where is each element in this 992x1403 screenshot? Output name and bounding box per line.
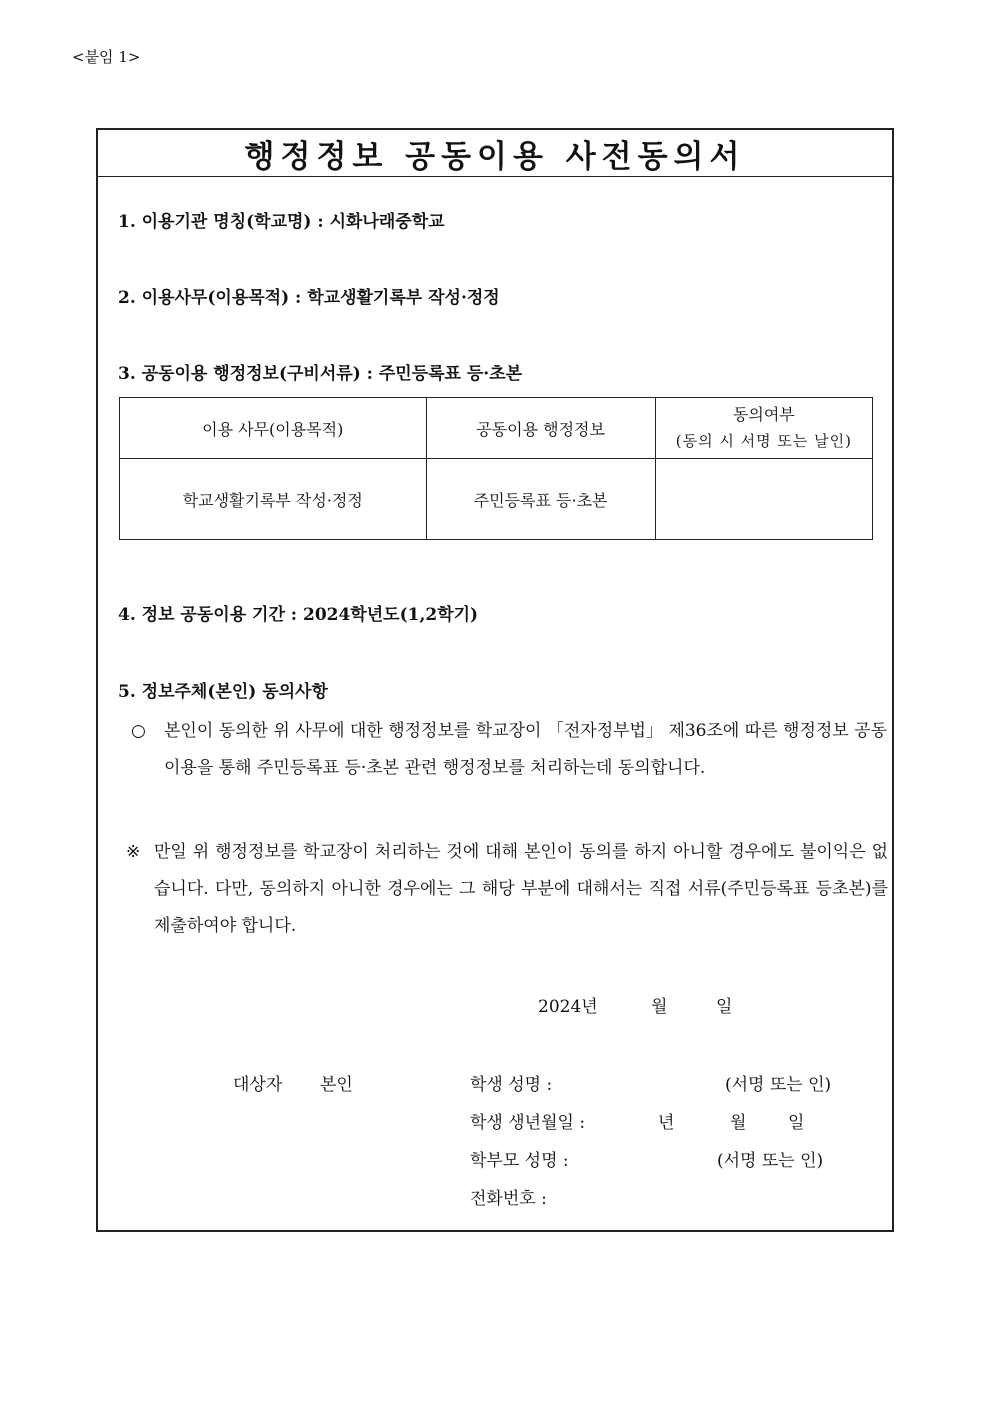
attachment-label: <붙임 1> — [72, 48, 141, 66]
consent-form — [96, 128, 894, 1232]
student-signature-field[interactable]: (서명 또는 인) — [725, 1075, 832, 1095]
cell-consent-signature[interactable] — [655, 459, 872, 540]
date-day: 일 — [716, 997, 733, 1017]
date-month: 월 — [651, 997, 668, 1017]
table-row — [120, 459, 873, 540]
section-period: 4. 정보 공동이용 기간 : 2024학년도(1,2학기) — [118, 605, 479, 625]
consent-paragraph — [131, 713, 887, 787]
birth-day-field[interactable]: 일 — [788, 1113, 805, 1133]
notice-body: 만일 위 행정정보를 학교장이 처리하는 것에 대해 본인이 동의를 하지 아니할 경우에도 불이익은 없습니다. 다만, 동의하지 아니한 경우에는 그 해당 부분에 대해서는 직접 서류(주민등록표 등초본)를 제출하여야 합니다. — [154, 842, 888, 936]
cell-info: 주민등록표 등·초본 — [426, 459, 655, 540]
student-name-label: 학생 성명 : — [470, 1075, 553, 1095]
form-title: 행정정보 공동이용 사전동의서 — [98, 130, 892, 177]
section-shared-info: 3. 공동이용 행정정보(구비서류) : 주민등록표 등·초본 — [118, 364, 523, 384]
header-consent-label: 동의여부 — [732, 405, 795, 424]
subject-label: 대상자 — [233, 1075, 283, 1095]
phone-label: 전화번호 : — [470, 1189, 547, 1209]
notice-paragraph — [126, 834, 888, 945]
cell-purpose: 학교생활기록부 작성·정정 — [120, 459, 427, 540]
circle-bullet-icon: ○ — [131, 721, 146, 741]
date-year: 2024년 — [538, 997, 598, 1017]
student-birth-label: 학생 생년월일 : — [470, 1113, 586, 1133]
header-consent — [655, 398, 872, 459]
header-purpose: 이용 사무(이용목적) — [120, 398, 427, 459]
section-consent-items: 5. 정보주체(본인) 동의사항 — [118, 682, 328, 702]
header-info: 공동이용 행정정보 — [426, 398, 655, 459]
consent-table — [119, 397, 873, 540]
self-label: 본인 — [320, 1075, 353, 1095]
section-purpose: 2. 이용사무(이용목적) : 학교생활기록부 작성·정정 — [118, 288, 500, 308]
section-institution: 1. 이용기관 명칭(학교명) : 시화나래중학교 — [118, 212, 445, 232]
parent-signature-field[interactable]: (서명 또는 인) — [717, 1151, 824, 1171]
header-consent-note: (동의 시 서명 또는 날인) — [675, 432, 852, 450]
reference-mark-icon: ※ — [126, 842, 141, 862]
table-header-row — [120, 398, 873, 459]
birth-month-field[interactable]: 월 — [730, 1113, 747, 1133]
consent-body: 본인이 동의한 위 사무에 대한 행정정보를 학교장이 「전자정부법」 제36조에 따른 행정정보 공동이용을 통해 주민등록표 등·초본 관련 행정정보를 처리하는데 동의합니다. — [164, 721, 887, 778]
birth-year-field[interactable]: 년 — [658, 1113, 675, 1133]
parent-name-label: 학부모 성명 : — [470, 1151, 569, 1171]
